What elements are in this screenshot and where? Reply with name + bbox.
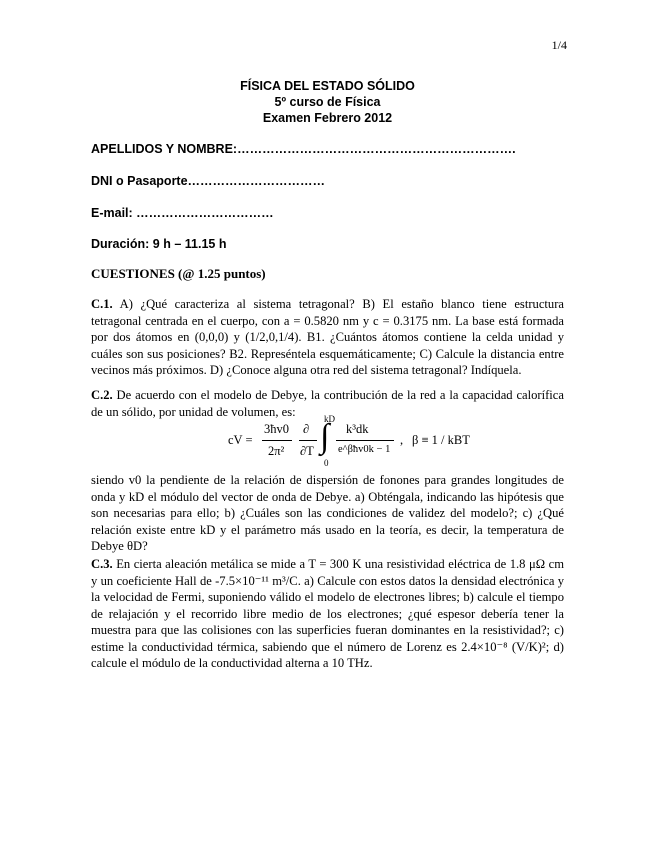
question-label: C.2. bbox=[91, 388, 113, 402]
question-text: siendo v0 la pendiente de la relación de dispersión de fonones para grandes longitudes de onda y kD el módulo del vector de onda de Debye. a) Obténgala, indicando las hipótesis que son necesarias para ello; b) ¿Cuáles son las condiciones de validez del modelo?; c) ¿Qué relación existe entre kD y el parámetro más usado en la teoría, es decir, la temperatura de Debye θD? bbox=[91, 473, 564, 553]
formula-deriv-den: ∂T bbox=[300, 444, 314, 458]
question-label: C.3. bbox=[91, 557, 113, 571]
question-text: En cierta aleación metálica se mide a T = 300 K una resistividad eléctrica de 1.8 μΩ cm y un coeficiente Hall de -7.5×10⁻¹¹ m³/C. a) Calcule con estos datos la densidad electrónica y la velocidad de Fermi, suponiendo válido el modelo de electrones libres; b) calcule el tiempo de relajación y el recorrido libre medio de los electrones; ¿qué espesor debería tener la muestra para que las colisiones con las superficies fueran dominantes en la resistividad?; c) estime la conductividad térmica, sabiendo que el número de Lorenz es 2.4×10⁻⁸ (V/K)²; d) calcule el módulo de la conductividad alterna a 10 THz. bbox=[91, 557, 564, 670]
email-field: E-mail: …………………………… bbox=[91, 206, 274, 220]
section-title: CUESTIONES (@ 1.25 puntos) bbox=[91, 266, 266, 281]
dni-field: DNI o Pasaporte…………………………… bbox=[91, 174, 326, 188]
course-year: 5º curso de Física bbox=[274, 95, 381, 109]
question-c3 bbox=[91, 556, 564, 672]
formula-frac2-num: k³dk bbox=[346, 422, 369, 436]
question-text: A) ¿Qué caracteriza al sistema tetragonal? B) El estaño blanco tiene estructura tetragonal centrada en el cuerpo, con a = 0.5820 nm y c = 0.3175 nm. La base está formada por dos átomos en (0,0,0) y (1/2,0,1/4). B1. ¿Cuántos átomos contiene la celda unidad y cuáles son sus posiciones? B2. Represéntela esquemáticamente; C) Calcule la distancia entre vecinos más próximos. D) ¿Conoce alguna otra red del sistema tetragonal? Indíquela. bbox=[91, 297, 564, 377]
debye-formula bbox=[228, 414, 470, 468]
page-number: 1/4 bbox=[551, 38, 567, 52]
integral-sign: ∫ bbox=[320, 418, 330, 455]
formula-int-lower: 0 bbox=[324, 458, 329, 468]
fraction-bar bbox=[262, 440, 292, 441]
fraction-bar bbox=[299, 440, 317, 441]
formula-lhs: cV = bbox=[228, 433, 253, 447]
formula-beta-def: β ≡ 1 / kBT bbox=[412, 433, 470, 447]
question-c2-body bbox=[91, 472, 564, 555]
formula-frac2-den: e^βħv0k − 1 bbox=[338, 444, 391, 455]
fraction-bar bbox=[336, 440, 394, 441]
question-label: C.1. bbox=[91, 297, 113, 311]
exam-date: Examen Febrero 2012 bbox=[262, 111, 393, 125]
question-text: De acuerdo con el modelo de Debye, la contribución de la red a la capacidad calorífica de un sólido, por unidad de volumen, es: bbox=[91, 388, 564, 419]
formula-comma: , bbox=[400, 433, 404, 447]
course-title: FÍSICA DEL ESTADO SÓLIDO bbox=[240, 79, 415, 93]
exam-header bbox=[0, 78, 655, 126]
name-field: APELLIDOS Y NOMBRE:…………………………………………………………. bbox=[91, 142, 516, 156]
formula-deriv-num: ∂ bbox=[303, 422, 310, 436]
duration-field: Duración: 9 h – 11.15 h bbox=[91, 237, 227, 251]
formula-frac1-num: 3ħv0 bbox=[264, 422, 289, 436]
formula-frac1-den: 2π² bbox=[268, 444, 285, 458]
question-c1 bbox=[91, 296, 564, 379]
formula-int-upper: kD bbox=[324, 414, 335, 424]
